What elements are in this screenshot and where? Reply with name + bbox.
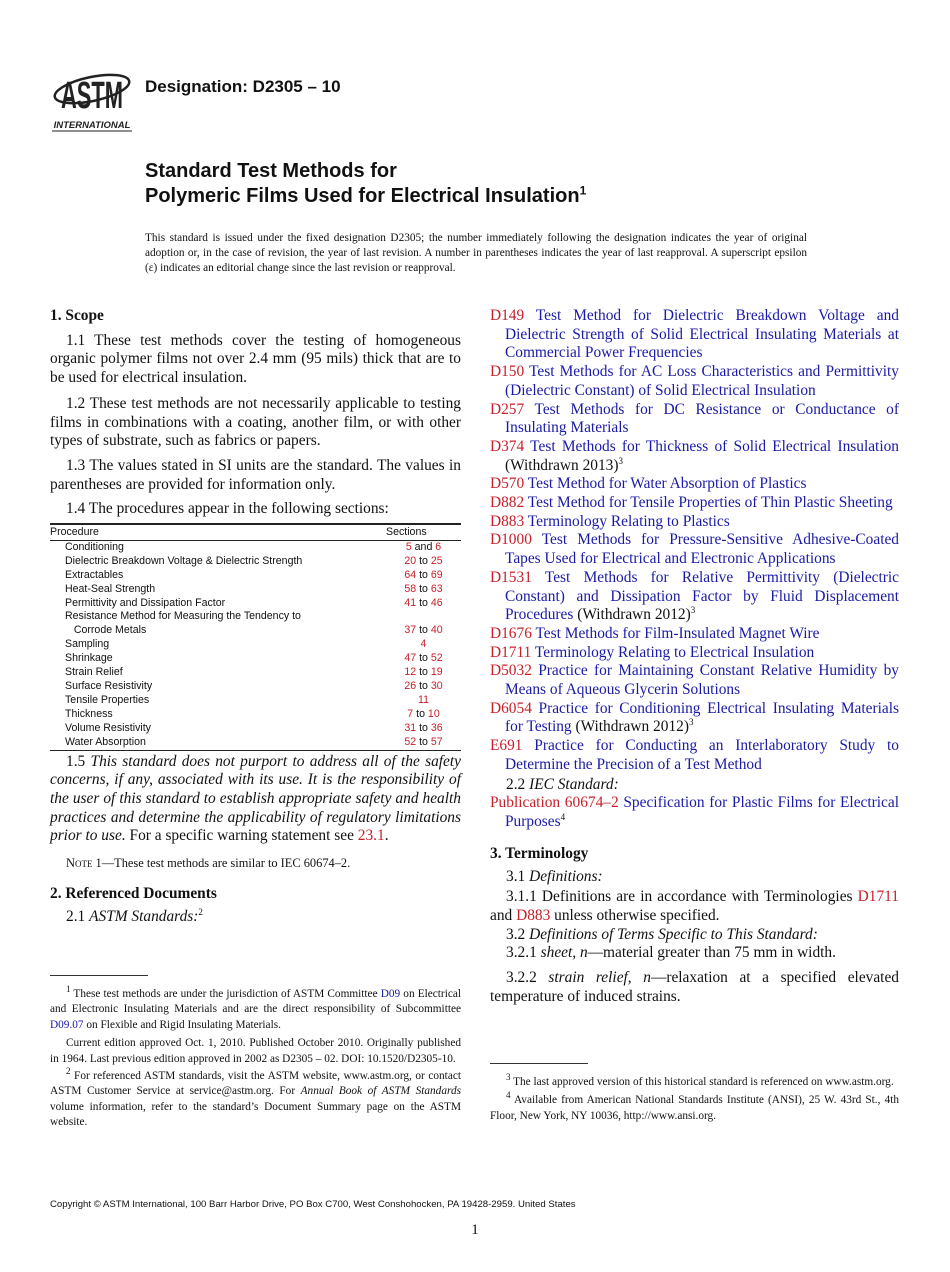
reference-code[interactable]: E691: [490, 737, 523, 755]
procedure-name: Extractables: [65, 568, 124, 581]
section-link[interactable]: 69: [430, 568, 443, 581]
procedure-name: Strain Relief: [65, 666, 123, 679]
reference-code[interactable]: D1676: [490, 624, 532, 642]
sections-cell: [386, 652, 461, 666]
table-header-procedure: Procedure: [50, 524, 386, 540]
section-link[interactable]: 57: [430, 735, 443, 748]
reference-code[interactable]: D1531: [490, 568, 532, 586]
title-line-1: Standard Test Methods for: [145, 160, 397, 182]
definition: —relaxation at a specified elevated temperature of induced strains.: [490, 968, 899, 1005]
sections-sep: to: [413, 707, 428, 720]
astm-logo: [50, 58, 135, 137]
para-text: For a specific warning statement see: [125, 827, 358, 845]
section-link[interactable]: 40: [430, 624, 443, 637]
section-link[interactable]: 12: [404, 666, 417, 679]
svg-text:INTERNATIONAL: INTERNATIONAL: [53, 120, 131, 131]
procedure-name: Dielectric Breakdown Voltage & Dielectric Strength: [65, 554, 303, 567]
reference-note: (Withdrawn 2013): [505, 456, 619, 474]
svg-text:ASTM: ASTM: [61, 75, 123, 117]
reference-d1676: [490, 625, 899, 644]
sections-sep: to: [416, 666, 431, 679]
sections-cell: [386, 708, 461, 722]
right-column: [490, 307, 899, 1006]
reference-d6054: [490, 700, 899, 737]
sections-sep: and: [411, 540, 436, 553]
table-row: [50, 666, 461, 680]
reference-d150: [490, 363, 899, 400]
reference-d882: [490, 494, 899, 513]
procedure-name: Sampling: [65, 638, 110, 651]
reference-title[interactable]: Test Methods for Pressure-Sensitive Adhesive-Coated Tapes Used for Electrical and Electronic Applications: [505, 531, 899, 568]
link-d883[interactable]: D883: [516, 906, 551, 924]
para-text: ASTM Standards:: [89, 908, 199, 926]
para-3-1: [490, 868, 899, 887]
section-link[interactable]: 20: [404, 554, 417, 567]
para-num: 2.1: [66, 908, 90, 926]
link-section-23-1[interactable]: 23.1: [357, 827, 385, 845]
para-3-2: [490, 926, 899, 945]
procedure-name: Corrode Metals: [65, 624, 147, 637]
reference-d1000: [490, 531, 899, 568]
table-row: [50, 708, 461, 722]
table-row: [50, 652, 461, 666]
reference-note: (Withdrawn 2012): [573, 606, 691, 624]
table-row: [50, 722, 461, 736]
para-2-1: [50, 908, 461, 927]
para-num: 3.2: [506, 925, 530, 943]
reference-code[interactable]: D883: [490, 512, 525, 530]
table-row: [50, 694, 461, 708]
procedure-name: Water Absorption: [50, 736, 386, 750]
intro-paragraph: This standard is issued under the fixed designation D2305; the number immediately following the designation indicates the year of original adoption or, in the case of revision, the year of last revision. A number in parentheses indicates the year of last reapproval. A superscript epsilon (ε) indicates an editorial change since the last revision or reapproval.: [145, 232, 807, 274]
reference-d883: [490, 513, 899, 532]
para-text: Definitions of Terms Specific to This Standard:: [529, 925, 818, 943]
section-link[interactable]: 10: [427, 707, 440, 720]
reference-note: (Withdrawn 2012): [571, 718, 689, 736]
footnote-ref: 3: [690, 605, 696, 616]
link-d09-07[interactable]: D09.07: [50, 1018, 84, 1031]
reference-d257: [490, 401, 899, 438]
sections-cell: [386, 722, 461, 736]
section-link[interactable]: 6: [435, 540, 442, 553]
astm-references-list: [490, 307, 899, 775]
footnote-divider: [50, 975, 148, 976]
sections-sep: to: [416, 721, 431, 734]
section-link[interactable]: 64: [404, 568, 417, 581]
reference-title[interactable]: Test Methods for Relative Permittivity (Dielectric Constant) and Dissipation Factor by Fluid Displacement Procedures: [505, 568, 899, 624]
footnote-num: 3: [506, 1072, 511, 1083]
para-num: 1.5: [66, 752, 91, 770]
reference-title[interactable]: Test Methods for AC Loss Characteristics and Permittivity (Dielectric Constant) of Solid Electrical Insulation: [505, 363, 899, 399]
sections-sep: to: [416, 554, 431, 567]
para-text: 3.1.1 Definitions are in accordance with Terminologies: [506, 888, 858, 906]
footnote-1-edition: Current edition approved Oct. 1, 2010. Published October 2010. Originally published in 1964. Last previous edition approved in 2002 as D2305 – 02. DOI: 10.1520/D2305-10.: [50, 1037, 461, 1065]
footnote-1: [50, 984, 461, 1033]
reference-code[interactable]: D257: [490, 400, 525, 418]
title-text: Polymeric Films Used for Electrical Insulation: [145, 185, 580, 207]
section-link[interactable]: 30: [430, 680, 443, 692]
sections-sep: to: [416, 735, 431, 748]
reference-code[interactable]: D5032: [490, 662, 532, 680]
reference-d570: [490, 475, 899, 494]
section-link[interactable]: 31: [404, 721, 417, 734]
reference-title[interactable]: Terminology Relating to Plastics: [527, 512, 730, 530]
fn-text: Annual Book of ASTM Standards: [300, 1085, 461, 1098]
reference-title[interactable]: Test Methods for Thickness of Solid Electrical Insulation: [530, 437, 899, 455]
fn-text: on Electrical and Electronic Insulating Materials and are the direct responsibility of Subcommittee: [50, 988, 461, 1016]
copyright: Copyright © ASTM International, 100 Barr Harbor Drive, PO Box C700, West Conshohocken, PA 19428-2959. United States: [50, 1199, 576, 1210]
para-text: IEC Standard:: [529, 775, 619, 793]
page-title: [145, 159, 586, 209]
section-link[interactable]: 36: [430, 721, 443, 734]
section-link[interactable]: 58: [404, 582, 417, 595]
footnote-num: 1: [66, 984, 71, 995]
section-link[interactable]: 46: [430, 596, 443, 609]
section-link[interactable]: 4: [420, 638, 427, 651]
reference-code[interactable]: D1711: [490, 643, 532, 661]
procedure-name: Permittivity and Dissipation Factor: [65, 596, 226, 609]
title-footnote-ref: 1: [579, 183, 587, 198]
procedure-name: Resistance Method for Measuring the Tendency to: [65, 610, 301, 623]
footnote-ref: 3: [618, 455, 623, 466]
para-1-3: 1.3 The values stated in SI units are the standard. The values in parentheses are provided for information only.: [50, 456, 461, 493]
sections-sep: to: [416, 596, 431, 609]
para-text: and: [490, 906, 517, 924]
reference-e691: [490, 737, 899, 774]
procedure-name: Surface Resistivity: [65, 680, 153, 692]
section-scope: [50, 307, 461, 927]
page-number: 1: [471, 1222, 479, 1238]
footnote-ref: 2: [198, 907, 203, 918]
sections-cell: [386, 624, 461, 638]
section-link[interactable]: 63: [430, 582, 443, 595]
procedure-name: Tensile Properties: [65, 693, 150, 706]
para-1-2: 1.2 These test methods are not necessarily applicable to testing films in combinations with a coating, another film, or with other types of substrate, such as fabrics or papers.: [50, 394, 461, 450]
para-3-2-2: [490, 969, 899, 1006]
para-num: 3.2.1: [506, 944, 541, 962]
reference-iec-60674-2: [490, 794, 899, 831]
sections-cell: [386, 583, 461, 597]
sections-sep: to: [416, 680, 431, 692]
designation: Designation: D2305 – 10: [145, 77, 341, 96]
note-1: [50, 854, 461, 873]
footnote-2: [50, 1066, 461, 1131]
link-d09[interactable]: D09: [380, 988, 401, 1000]
section-link[interactable]: 7: [407, 707, 414, 720]
reference-title[interactable]: Practice for Conditioning Electrical Insulating Materials for Testing: [505, 699, 899, 736]
reference-code[interactable]: D150: [490, 363, 525, 381]
reference-code[interactable]: D6054: [490, 699, 532, 717]
procedure-name: Shrinkage: [65, 652, 113, 665]
reference-d374: [490, 438, 899, 475]
table-row: [50, 680, 461, 694]
sections-sep: to: [416, 568, 431, 581]
section-link[interactable]: 37: [404, 624, 417, 637]
para-text: Definitions:: [529, 868, 603, 886]
fn-text: These test methods are under the jurisdiction of ASTM Committee: [70, 988, 381, 1000]
reference-d149: [490, 307, 899, 363]
table-row: [50, 638, 461, 652]
section-link[interactable]: 41: [404, 596, 417, 609]
definition: —material greater than 75 mm in width.: [587, 944, 836, 962]
reference-code[interactable]: D374: [490, 437, 525, 455]
para-text: .: [384, 827, 389, 845]
title-line-2: [145, 184, 586, 209]
sections-cell: [386, 638, 461, 652]
footnote-ref: 4: [560, 811, 566, 822]
para-num: 2.2: [506, 775, 530, 793]
sections-sep: to: [416, 582, 431, 595]
footnote-num: 2: [66, 1066, 71, 1077]
reference-title[interactable]: Test Method for Dielectric Breakdown Voltage and Dielectric Strength of Solid Electrical Insulating Materials at Commercial Power Frequencies: [505, 307, 899, 362]
heading-scope: 1. Scope: [50, 307, 104, 324]
fn-text: on Flexible and Rigid Insulating Materials.: [83, 1018, 281, 1031]
reference-title[interactable]: Practice for Conducting an Interlaboratory Study to Determine the Precision of a Test Method: [505, 737, 899, 773]
reference-title[interactable]: Test Method for Tensile Properties of Thin Plastic Sheeting: [527, 494, 893, 512]
sections-cell: [386, 610, 461, 624]
link-d1711[interactable]: D1711: [857, 888, 899, 906]
note-text: 1—These test methods are similar to IEC 60674–2.: [92, 856, 351, 871]
para-1-5: [50, 753, 461, 847]
para-num: 3.2.2: [506, 968, 549, 986]
procedure-name: Heat-Seal Strength: [65, 582, 156, 595]
table-row: [50, 610, 461, 624]
procedures-table: [50, 523, 461, 751]
section-link[interactable]: 52: [430, 652, 443, 665]
table-row: [50, 624, 461, 638]
sections-cell: [386, 666, 461, 680]
footnote-4: [490, 1090, 899, 1124]
table-row: [50, 569, 461, 583]
term: strain relief, n: [548, 968, 651, 986]
sections-sep: to: [416, 624, 431, 637]
footnote-3: [490, 1072, 899, 1090]
sections-cell: [386, 736, 461, 750]
reference-title[interactable]: Test Methods for Film-Insulated Magnet Wire: [535, 624, 820, 642]
term: sheet, n: [540, 944, 588, 962]
table-row: [50, 555, 461, 569]
section-link[interactable]: 11: [418, 693, 429, 706]
section-link[interactable]: 26: [404, 680, 417, 692]
table-row: [50, 583, 461, 597]
table-row: [50, 736, 461, 750]
reference-d1711: [490, 644, 899, 663]
sections-cell: [386, 569, 461, 583]
reference-code[interactable]: Publication 60674–2: [490, 794, 619, 812]
reference-title[interactable]: Test Method for Water Absorption of Plastics: [527, 475, 807, 493]
procedure-name: Thickness: [65, 707, 113, 720]
footnote-num: 4: [506, 1090, 511, 1101]
para-num: 3.1: [506, 868, 530, 886]
procedure-name: Volume Resistivity: [65, 721, 151, 734]
section-link[interactable]: 5: [405, 540, 412, 553]
para-3-2-1: [490, 944, 899, 963]
heading-terminology: 3. Terminology: [490, 844, 589, 862]
reference-title[interactable]: Practice for Maintaining Constant Relative Humidity by Means of Aqueous Glycerin Solutions: [505, 662, 899, 699]
para-text: unless otherwise specified.: [550, 906, 720, 924]
reference-title[interactable]: Test Methods for DC Resistance or Conductance of Insulating Materials: [505, 400, 899, 437]
fn-text: Available from American National Standards Institute (ANSI), 25 W. 43rd St., 4th Floor, New York, NY 10036, http://www.ansi.org.: [490, 1094, 899, 1122]
section-link[interactable]: 47: [404, 652, 417, 665]
para-2-2: [490, 776, 899, 795]
sections-cell: [386, 597, 461, 611]
section-link[interactable]: 19: [430, 666, 443, 679]
note-label: Note: [66, 856, 93, 871]
para-1-1: 1.1 These test methods cover the testing of homogeneous organic polymer films not over 2.4 mm (95 mils) thick that are to be used for electrical insulation.: [50, 331, 461, 387]
reference-code[interactable]: D1000: [490, 531, 532, 549]
sections-cell: [386, 555, 461, 569]
sections-sep: to: [416, 652, 431, 665]
footnotes-left: [50, 984, 461, 1131]
safety-statement: This standard does not purport to address all of the safety concerns, if any, associated with its use. It is the responsibility of the user of this standard to establish appropriate safety and health practices and determine the applicability of regulatory limitations prior to use.: [50, 752, 461, 845]
heading-referenced-documents: 2. Referenced Documents: [50, 884, 217, 902]
reference-d5032: [490, 662, 899, 699]
reference-code[interactable]: D149: [490, 307, 525, 324]
para-1-4: 1.4 The procedures appear in the following sections:: [66, 500, 389, 518]
section-link[interactable]: 52: [404, 735, 417, 748]
reference-code[interactable]: D882: [490, 494, 525, 512]
fn-text: volume information, refer to the standard’s Document Summary page on the ASTM website.: [50, 1100, 461, 1129]
footnote-ref: 3: [688, 717, 694, 728]
table-row: [50, 540, 461, 554]
sections-cell: [386, 680, 461, 694]
sections-cell: [386, 694, 461, 708]
footnotes-right: [490, 1072, 899, 1124]
sections-cell: [386, 540, 461, 554]
section-link[interactable]: 25: [430, 554, 443, 567]
fn-text: For referenced ASTM standards, visit the ASTM website, www.astm.org, or contact ASTM Customer Service at service@astm.org. For: [50, 1070, 461, 1098]
table-row: [50, 597, 461, 611]
procedure-name: Conditioning: [65, 540, 124, 553]
footnote-divider: [490, 1063, 588, 1064]
fn-text: The last approved version of this historical standard is referenced on www.astm.org.: [510, 1076, 894, 1088]
reference-title[interactable]: Specification for Plastic Films for Electrical Purposes: [505, 794, 899, 830]
reference-title[interactable]: Terminology Relating to Electrical Insulation: [534, 643, 815, 661]
reference-code[interactable]: D570: [490, 475, 525, 493]
reference-d1531: [490, 569, 899, 625]
para-3-1-1: [490, 888, 899, 925]
table-header-sections: Sections: [386, 524, 461, 540]
